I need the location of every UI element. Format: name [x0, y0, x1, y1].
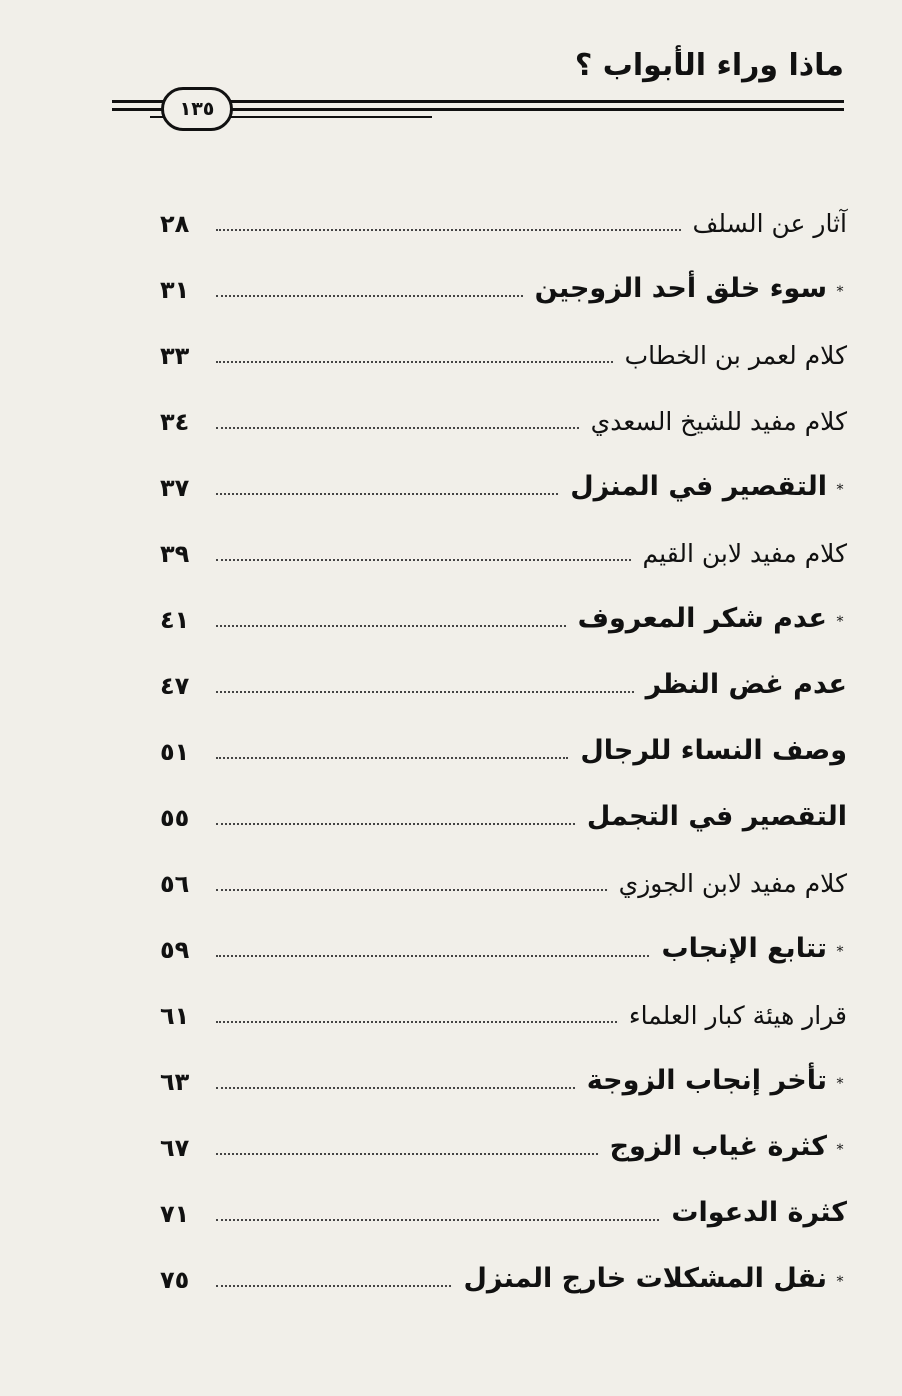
- toc-entry: [160, 708, 847, 774]
- toc-page-number: ٥٥: [160, 804, 190, 832]
- toc-page-number: ٣٧: [160, 474, 190, 502]
- toc-page-number: ٧١: [160, 1200, 190, 1228]
- toc-dot-leader: [216, 625, 566, 627]
- page-number: ١٣٥: [179, 98, 215, 120]
- toc-bullet-icon: *: [836, 944, 844, 960]
- running-header-title: ماذا وراء الأبواب ؟: [574, 48, 844, 83]
- toc-entry-title: تأخر إنجاب الزوجة: [586, 1065, 827, 1096]
- toc-entry: [160, 906, 847, 972]
- toc-entry-title: كثرة الدعوات: [671, 1197, 847, 1228]
- toc-entry: [160, 1038, 847, 1104]
- toc-page-number: ٥١: [160, 738, 190, 766]
- toc-bullet-icon: *: [836, 614, 844, 630]
- toc-dot-leader: [216, 427, 579, 429]
- toc-page-number: ٦٧: [160, 1134, 190, 1162]
- toc-entry-title: كثرة غياب الزوج: [609, 1131, 827, 1162]
- toc-entry: [160, 576, 847, 642]
- toc-dot-leader: [216, 295, 523, 297]
- toc-dot-leader: [216, 757, 568, 759]
- toc-bullet-icon: *: [836, 284, 844, 300]
- toc-entry: [160, 1170, 847, 1236]
- toc-entry-title: قرار هيئة كبار العلماء: [628, 1001, 847, 1030]
- toc-entry: [160, 312, 847, 378]
- toc-entry-title: نقل المشكلات خارج المنزل: [463, 1263, 827, 1294]
- toc-dot-leader: [216, 361, 613, 363]
- toc-bullet-icon: *: [836, 1076, 844, 1092]
- toc-dot-leader: [216, 1153, 598, 1155]
- toc-page-number: ٣٤: [160, 408, 190, 436]
- page-number-badge: [161, 87, 233, 131]
- toc-entry-title: سوء خلق أحد الزوجين: [534, 273, 827, 304]
- toc-dot-leader: [216, 559, 631, 561]
- toc-entry-title: كلام مفيد للشيخ السعدي: [590, 407, 847, 436]
- toc-entry-title: وصف النساء للرجال: [580, 735, 847, 766]
- toc-entry-title: عدم شكر المعروف: [577, 603, 827, 634]
- toc-page-number: ٣٩: [160, 540, 190, 568]
- toc-entry-title: آثار عن السلف: [692, 209, 847, 238]
- toc-page-number: ٤١: [160, 606, 190, 634]
- toc-page-number: ٥٩: [160, 936, 190, 964]
- toc-entry-title: كلام مفيد لابن القيم: [642, 539, 847, 568]
- toc-dot-leader: [216, 1087, 575, 1089]
- toc-page-number: ٧٥: [160, 1266, 190, 1294]
- table-of-contents: [160, 180, 847, 1302]
- toc-dot-leader: [216, 1285, 451, 1287]
- toc-page-number: ٤٧: [160, 672, 190, 700]
- toc-dot-leader: [216, 493, 558, 495]
- toc-entry: [160, 510, 847, 576]
- toc-page-number: ٦٣: [160, 1068, 190, 1096]
- toc-bullet-icon: *: [836, 1274, 844, 1290]
- toc-entry-title: كلام لعمر بن الخطاب: [624, 341, 847, 370]
- toc-dot-leader: [216, 955, 649, 957]
- toc-dot-leader: [216, 889, 607, 891]
- toc-entry: [160, 972, 847, 1038]
- toc-entry-title: عدم غض النظر: [645, 669, 847, 700]
- toc-entry-title: كلام مفيد لابن الجوزي: [618, 869, 847, 898]
- toc-entry: [160, 774, 847, 840]
- toc-entry: [160, 840, 847, 906]
- toc-dot-leader: [216, 1021, 617, 1023]
- toc-bullet-icon: *: [836, 1142, 844, 1158]
- toc-entry-title: التقصير في التجمل: [586, 801, 847, 832]
- toc-page-number: ٣٣: [160, 342, 190, 370]
- toc-dot-leader: [216, 229, 681, 231]
- toc-entry: [160, 642, 847, 708]
- toc-bullet-icon: *: [836, 482, 844, 498]
- toc-page-number: ٦١: [160, 1002, 190, 1030]
- toc-page-number: ٣١: [160, 276, 190, 304]
- toc-entry: [160, 1236, 847, 1302]
- toc-entry: [160, 1104, 847, 1170]
- toc-page-number: ٥٦: [160, 870, 190, 898]
- toc-dot-leader: [216, 1219, 659, 1221]
- toc-entry: [160, 246, 847, 312]
- toc-entry: [160, 378, 847, 444]
- toc-dot-leader: [216, 823, 575, 825]
- toc-entry-title: تتابع الإنجاب: [661, 933, 827, 964]
- toc-dot-leader: [216, 691, 634, 693]
- toc-page-number: ٢٨: [160, 210, 190, 238]
- toc-entry: [160, 444, 847, 510]
- toc-entry-title: التقصير في المنزل: [570, 471, 827, 502]
- toc-entry: [160, 180, 847, 246]
